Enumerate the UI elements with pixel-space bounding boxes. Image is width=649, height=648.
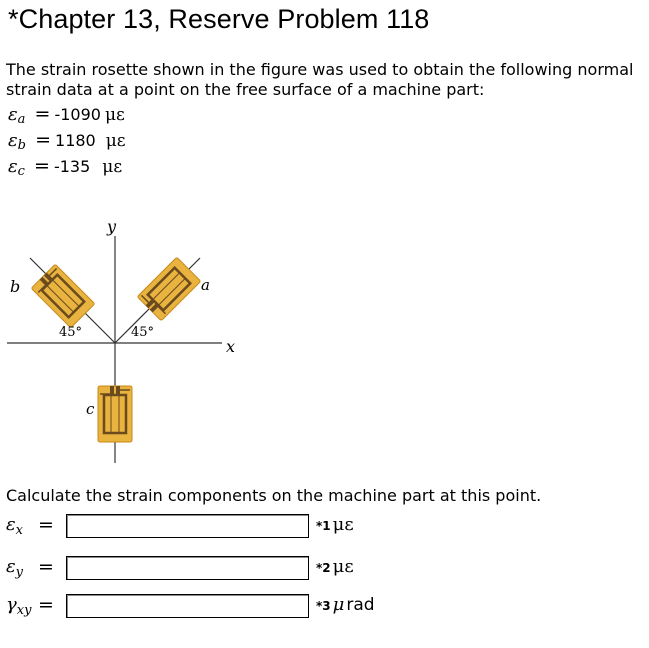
- marker: *2: [316, 561, 331, 575]
- unit-mu: μ: [332, 594, 345, 615]
- strain-symbol: ε: [8, 104, 18, 125]
- answer-unit: [316, 594, 375, 615]
- answer-label: [6, 514, 66, 538]
- unit-text: με: [332, 556, 354, 577]
- epsilon-x-input[interactable]: [66, 514, 309, 538]
- answer-subscript: y: [15, 565, 24, 580]
- strain-subscript: c: [17, 164, 25, 179]
- problem-statement: The strain rosette shown in the figure was used to obtain the following normal strain data at a point on the free surface of a machine part:: [6, 60, 634, 99]
- strain-b-row: [8, 129, 126, 151]
- marker: *1: [316, 519, 331, 533]
- strain-unit: με: [102, 157, 123, 177]
- angle-left-label: 45°: [59, 325, 83, 340]
- strain-c-value: -135: [53, 157, 91, 176]
- strain-a-value: -1090: [54, 105, 101, 124]
- page-title: *Chapter 13, Reserve Problem 118: [8, 4, 430, 34]
- equals-sign: =: [34, 103, 51, 125]
- answer-label: [6, 594, 66, 618]
- gauge-b: [31, 264, 95, 328]
- strain-c-row: [8, 155, 122, 177]
- gauge-c: [98, 386, 132, 442]
- equals-sign: =: [38, 514, 54, 536]
- gamma-xy-input[interactable]: [66, 594, 309, 618]
- strain-subscript: a: [17, 112, 26, 127]
- equals-sign: =: [35, 129, 52, 151]
- y-axis-label: y: [107, 217, 117, 236]
- unit-text: με: [332, 514, 354, 535]
- answer-subscript: xy: [16, 603, 32, 618]
- angle-right-label: 45°: [131, 325, 155, 340]
- answer-unit: [316, 556, 354, 577]
- strain-b-value: 1180: [55, 131, 96, 150]
- equals-sign: =: [38, 594, 54, 616]
- strain-a-row: [8, 103, 125, 125]
- answer-label: [6, 556, 66, 580]
- question-text: Calculate the strain components on the machine part at this point.: [6, 486, 542, 505]
- gauge-a-label: a: [201, 276, 210, 294]
- gauge-b-label: b: [10, 277, 21, 296]
- gauge-c-label: c: [86, 400, 95, 418]
- x-axis-label: x: [226, 337, 236, 356]
- answer-subscript: x: [15, 523, 24, 538]
- marker: *3: [316, 599, 331, 613]
- strain-rosette-figure: [0, 205, 300, 465]
- strain-unit: με: [104, 105, 125, 125]
- answer-symbol: ε: [6, 556, 16, 577]
- strain-symbol: ε: [8, 130, 18, 151]
- epsilon-y-input[interactable]: [66, 556, 309, 580]
- strain-unit: με: [105, 131, 126, 151]
- answer-symbol: γ: [6, 594, 17, 615]
- equals-sign: =: [34, 155, 50, 177]
- unit-rad: rad: [346, 595, 375, 615]
- strain-symbol: ε: [8, 156, 18, 177]
- equals-sign: =: [38, 556, 54, 578]
- answer-unit: [316, 514, 354, 535]
- answer-symbol: ε: [6, 514, 16, 535]
- strain-subscript: b: [17, 138, 26, 153]
